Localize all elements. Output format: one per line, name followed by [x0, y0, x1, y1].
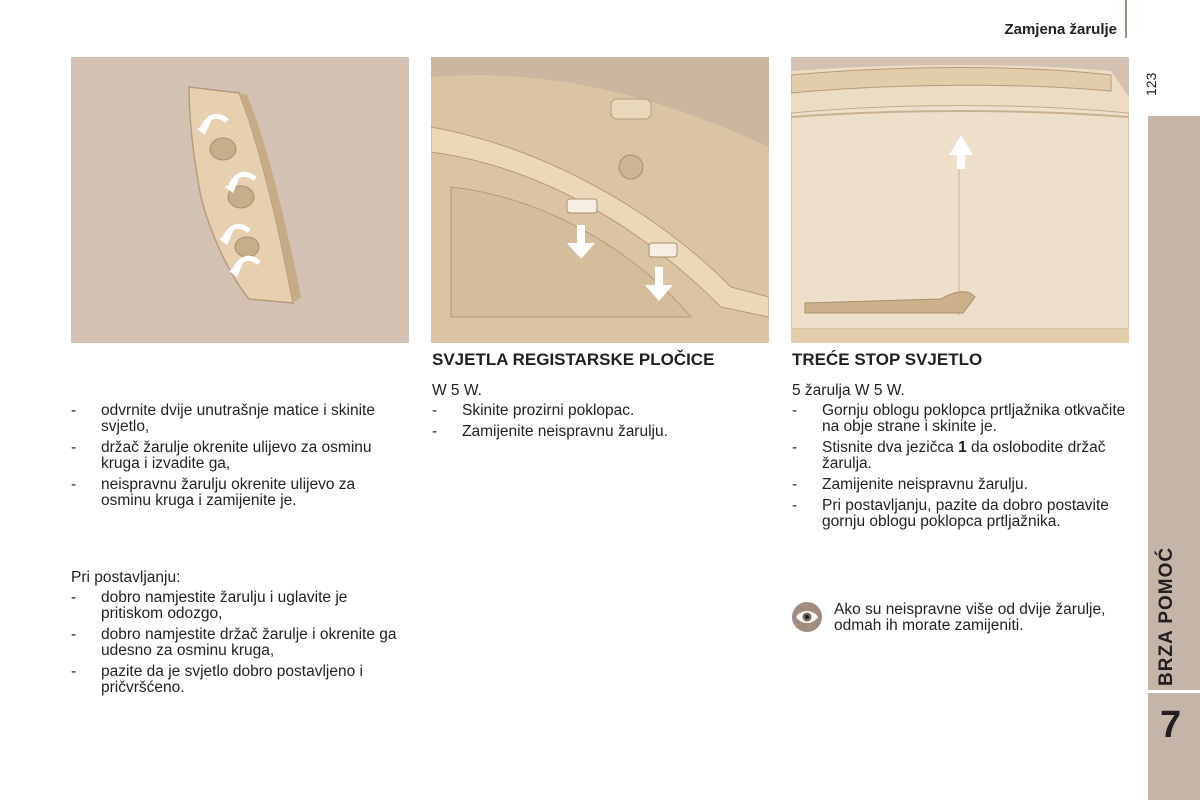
list-item: - Stisnite dva jezičca 1 da oslobodite držač žarulja.	[792, 439, 1106, 472]
list-item: - Pri postavljanju, pazite da dobro postavite gornju oblogu poklopca prtljažnika.	[792, 497, 1109, 530]
note-text: Ako su neispravne više od dvije žarulje, odmah ih morate zamijeniti.	[834, 601, 1106, 634]
rear-light-photo	[71, 57, 409, 343]
stop-light-steps-list	[792, 403, 1127, 530]
list-item: - dobro namjestite žarulju i uglavite je pritiskom odozgo,	[71, 589, 348, 622]
chapter-divider	[1148, 690, 1200, 693]
page-number: 123	[1143, 72, 1159, 96]
list-item: - Gornju oblogu poklopca prtljažnika otkvačite na obje strane i skinite je.	[792, 402, 1126, 435]
chapter-tab	[1148, 116, 1200, 800]
column-plate-lights	[432, 351, 762, 445]
column-rear-light	[71, 403, 401, 701]
plate-light-photo	[431, 57, 769, 343]
removal-steps-list	[71, 403, 401, 509]
page-header-title: Zamjena žarulje	[1004, 21, 1117, 38]
info-note	[792, 602, 1127, 634]
section-heading: TREĆE STOP SVJETLO	[792, 350, 983, 369]
list-item: - Skinite prozirni poklopac.	[432, 402, 635, 419]
bulb-spec: W 5 W.	[432, 382, 482, 399]
install-intro: Pri postavljanju:	[71, 569, 181, 586]
list-item: - dobro namjestite držač žarulje i okrenite ga udesno za osminu kruga,	[71, 626, 397, 659]
bulb-spec: 5 žarulja W 5 W.	[792, 382, 905, 399]
column-stop-light	[792, 351, 1127, 535]
list-item: - Zamijenite neispravnu žarulju.	[432, 423, 668, 440]
list-item: - neispravnu žarulju okrenite ulijevo za osminu kruga i zamijenite je.	[71, 476, 356, 509]
install-steps-list	[71, 590, 401, 696]
header-rule	[1125, 0, 1127, 38]
chapter-number: 7	[1160, 704, 1182, 746]
eye-icon	[792, 602, 822, 632]
stop-light-photo	[791, 57, 1129, 343]
list-item: - Zamijenite neispravnu žarulju.	[792, 476, 1028, 493]
chapter-label: BRZA POMOĆ	[1156, 546, 1177, 686]
list-item: - pazite da je svjetlo dobro postavljeno i pričvršćeno.	[71, 663, 363, 696]
section-heading: SVJETLA REGISTARSKE PLOČICE	[432, 350, 715, 369]
plate-steps-list	[432, 403, 762, 440]
list-item: - odvrnite dvije unutrašnje matice i skinite svjetlo,	[71, 402, 375, 435]
list-item: - držač žarulje okrenite ulijevo za osminu kruga i izvadite ga,	[71, 439, 372, 472]
